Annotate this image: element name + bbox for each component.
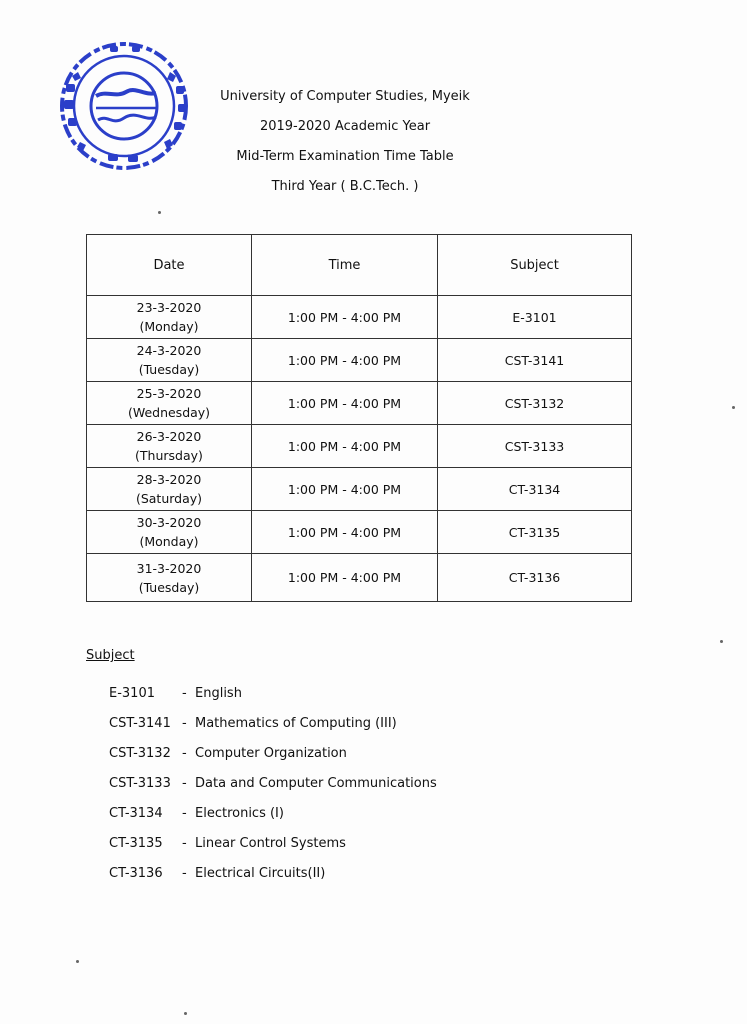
day-text: (Tuesday): [138, 579, 200, 595]
day-text: (Tuesday): [138, 362, 200, 377]
legend-dash: -: [182, 716, 187, 731]
day-text: (Saturday): [135, 491, 203, 506]
legend-title: Subject: [86, 648, 135, 663]
subject-name: Computer Organization: [195, 746, 347, 761]
table-row: [87, 554, 632, 602]
day-text: (Wednesday): [127, 405, 211, 420]
time-cell: 1:00 PM - 4:00 PM: [252, 425, 438, 468]
legend-dash: -: [182, 746, 187, 761]
subject-name: Linear Control Systems: [195, 836, 346, 851]
day-text: (Monday): [139, 319, 199, 334]
table-row: [87, 296, 632, 339]
date-text: 30-3-2020: [136, 515, 202, 530]
table-row: [87, 468, 632, 511]
scan-speck: [184, 1012, 187, 1015]
day-text: (Thursday): [135, 448, 203, 463]
day-text: (Monday): [139, 534, 199, 549]
date-cell: [87, 425, 252, 468]
subject-cell: CST-3132: [438, 382, 632, 425]
legend-item: [86, 835, 437, 865]
date-text: 26-3-2020: [136, 429, 202, 444]
subject-code: CT-3135: [109, 836, 163, 851]
time-cell: 1:00 PM - 4:00 PM: [252, 296, 438, 339]
legend-dash: -: [182, 776, 187, 791]
column-header-subject: Subject: [438, 235, 632, 296]
date-cell: [87, 511, 252, 554]
legend-item: [86, 775, 437, 805]
time-cell: 1:00 PM - 4:00 PM: [252, 554, 438, 602]
legend-item: [86, 865, 437, 895]
scan-speck: [76, 960, 79, 963]
subject-cell: CT-3134: [438, 468, 632, 511]
subject-name: Electrical Circuits(II): [195, 866, 326, 881]
subject-code: CST-3132: [109, 746, 171, 761]
subject-legend: [86, 648, 437, 895]
date-cell: [87, 296, 252, 339]
legend-item: [86, 745, 437, 775]
date-cell: [87, 382, 252, 425]
legend-dash: -: [182, 806, 187, 821]
column-header-date: Date: [87, 235, 252, 296]
subject-name: Data and Computer Communications: [195, 776, 437, 791]
date-text: 24-3-2020: [136, 343, 202, 358]
subject-name: English: [195, 686, 242, 701]
scan-speck: [732, 406, 735, 409]
institution-name: University of Computer Studies, Myeik: [220, 89, 470, 104]
legend-item: [86, 715, 437, 745]
time-cell: 1:00 PM - 4:00 PM: [252, 468, 438, 511]
subject-cell: CST-3141: [438, 339, 632, 382]
legend-item: [86, 685, 437, 715]
scan-speck: [158, 211, 161, 214]
academic-year: 2019-2020 Academic Year: [259, 119, 431, 134]
date-cell: [87, 468, 252, 511]
table-row: [87, 425, 632, 468]
official-seal-stamp: [52, 38, 202, 178]
column-header-time: Time: [252, 235, 438, 296]
exam-title: Mid-Term Examination Time Table: [236, 149, 454, 164]
subject-code: CT-3134: [109, 806, 163, 821]
document-header: [210, 86, 480, 206]
table-row: [87, 511, 632, 554]
subject-cell: E-3101: [438, 296, 632, 339]
table-row: [87, 339, 632, 382]
subject-code: CST-3133: [109, 776, 171, 791]
timetable: [86, 234, 632, 602]
subject-code: CT-3136: [109, 866, 163, 881]
date-text: 25-3-2020: [136, 386, 202, 401]
legend-dash: -: [182, 866, 187, 881]
time-cell: 1:00 PM - 4:00 PM: [252, 382, 438, 425]
legend-item: [86, 805, 437, 835]
subject-code: E-3101: [109, 686, 155, 701]
time-cell: 1:00 PM - 4:00 PM: [252, 511, 438, 554]
subject-cell: CT-3135: [438, 511, 632, 554]
scan-speck: [720, 640, 723, 643]
date-cell: [87, 339, 252, 382]
time-cell: 1:00 PM - 4:00 PM: [252, 339, 438, 382]
program-name: Third Year ( B.C.Tech. ): [271, 179, 419, 194]
table-header-row: [87, 235, 632, 296]
date-text: 31-3-2020: [136, 560, 202, 576]
subject-name: Electronics (I): [195, 806, 284, 821]
legend-dash: -: [182, 836, 187, 851]
subject-code: CST-3141: [109, 716, 171, 731]
date-cell: [87, 554, 252, 602]
date-text: 28-3-2020: [136, 472, 202, 487]
subject-name: Mathematics of Computing (III): [195, 716, 397, 731]
subject-cell: CST-3133: [438, 425, 632, 468]
table-row: [87, 382, 632, 425]
legend-dash: -: [182, 686, 187, 701]
subject-cell: CT-3136: [438, 554, 632, 602]
date-text: 23-3-2020: [136, 300, 202, 315]
